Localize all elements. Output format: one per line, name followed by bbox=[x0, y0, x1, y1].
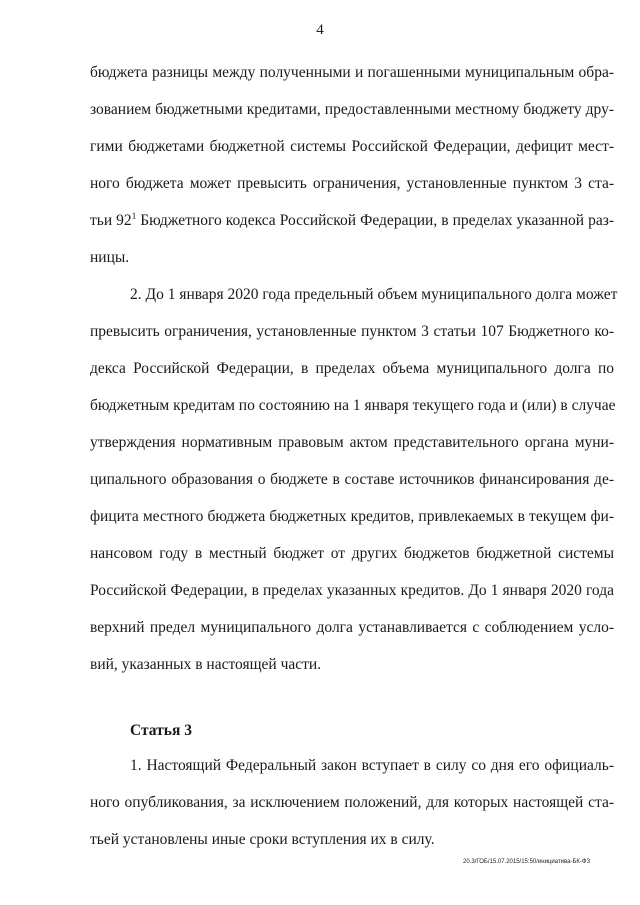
paragraph-2-line-4: бюджетным кредитам по состоянию на 1 января текущего года и (или) в случае bbox=[90, 397, 616, 414]
paragraph-2-line-11: вий, указанных в настоящей части. bbox=[90, 656, 322, 673]
page-number: 4 bbox=[316, 22, 324, 38]
text-fragment: Бюджетного кодекса Российской Федерации, в пределах указанной раз- bbox=[136, 212, 614, 229]
document-footer: 20.3/ГОБ/15.07.2015/15:50/инициатива-БК-ФЗ bbox=[463, 859, 591, 865]
paragraph-2-line-10: верхний предел муниципального долга устанавливается с соблюдением усло- bbox=[90, 619, 614, 636]
paragraph-2-line-5: утверждения нормативным правовым актом представительного органа муни- bbox=[90, 434, 614, 451]
paragraph-1-line-2: зованием бюджетными кредитами, предоставленными местному бюджету дру- bbox=[90, 101, 614, 118]
paragraph-2-line-8: нансовом году в местный бюджет от других бюджетов бюджетной системы bbox=[90, 545, 614, 562]
paragraph-2-line-3: декса Российской Федерации, в пределах объема муниципального долга по bbox=[90, 360, 614, 377]
paragraph-2-line-7: фицита местного бюджета бюджетных кредитов, привлекаемых в текущем фи- bbox=[90, 508, 614, 525]
paragraph-1-line-1: бюджета разницы между полученными и погашенными муниципальным обра- bbox=[90, 64, 614, 81]
paragraph-1-line-3: гими бюджетами бюджетной системы Российской Федерации, дефицит мест- bbox=[90, 138, 614, 155]
paragraph-3-line-3: тьей установлены иные сроки вступления их в силу. bbox=[90, 831, 435, 848]
article-heading: Статья 3 bbox=[130, 722, 192, 739]
paragraph-1-line-6: ницы. bbox=[90, 249, 130, 266]
paragraph-1-line-5 bbox=[90, 210, 614, 232]
paragraph-2-line-1: 2. До 1 января 2020 года предельный объем муниципального долга может bbox=[130, 286, 618, 303]
paragraph-1-line-4: ного бюджета может превысить ограничения, установленные пунктом 3 ста- bbox=[90, 175, 614, 192]
text-fragment: тьи 92 bbox=[90, 212, 132, 229]
superscript: 1 bbox=[131, 211, 137, 221]
paragraph-2-line-6: ципального образования о бюджете в составе источников финансирования де- bbox=[90, 471, 614, 488]
paragraph-3-line-1: 1. Настоящий Федеральный закон вступает в силу со дня его официаль- bbox=[130, 757, 614, 774]
paragraph-3-line-2: ного опубликования, за исключением положений, для которых настоящей ста- bbox=[90, 794, 614, 811]
paragraph-2-line-9: Российской Федерации, в пределах указанных кредитов. До 1 января 2020 года bbox=[90, 582, 614, 599]
paragraph-2-line-2: превысить ограничения, установленные пунктом 3 статьи 107 Бюджетного ко- bbox=[90, 323, 614, 340]
